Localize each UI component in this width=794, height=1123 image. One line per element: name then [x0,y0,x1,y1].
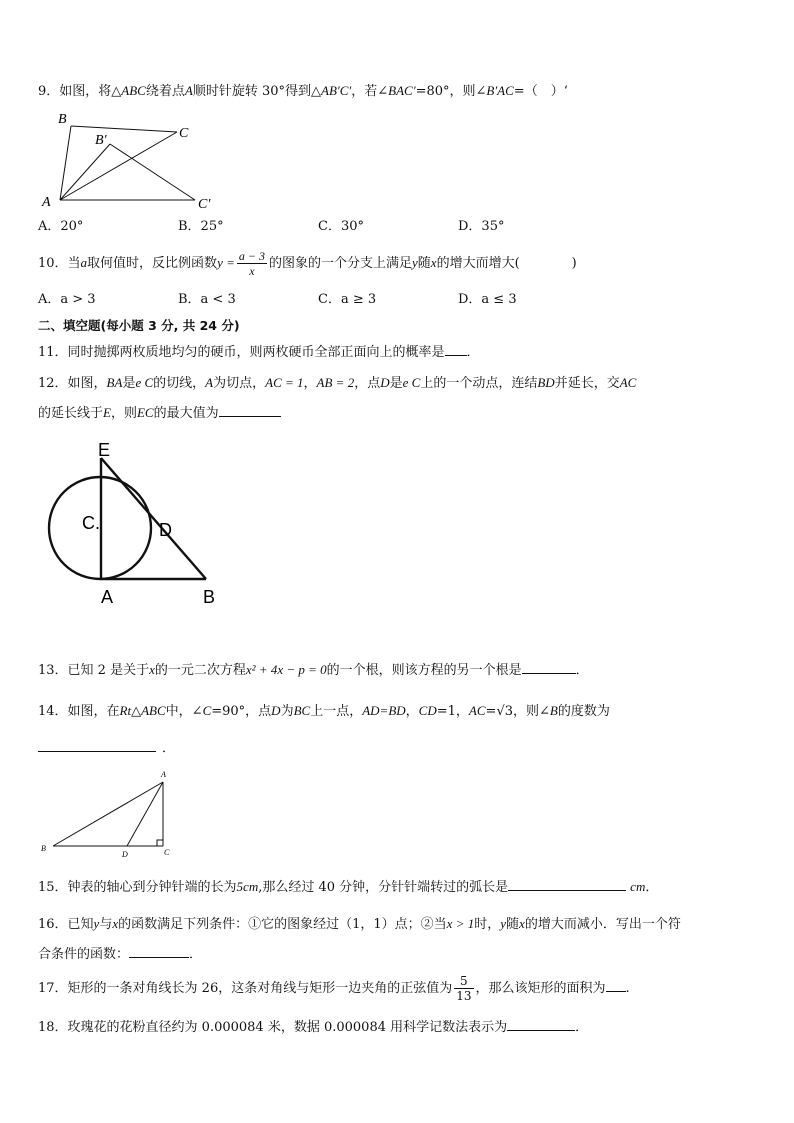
q9-choices [38,218,598,236]
q15-stem: 15．钟表的轴心到分钟针端的长为5cm,那么经过 40 分钟，分针针端转过的弧长是 cm． [38,879,659,895]
q16-answer-blank[interactable] [129,945,189,958]
q18-stem: 18．玫瑰花的花粉直径约为 0.000084 米，数据 0.000084 用科学记数法表示为 ． [38,1020,589,1035]
q13-stem: 13．已知 2 是关于x的一元二次方程x² + 4x − p = 0的一个根，则该方程的另一个根是 ． [38,662,589,678]
q9-choice-a: A．20° [38,219,84,234]
q15-answer-blank[interactable] [508,878,626,891]
q12-label-C: C. [82,513,100,533]
q9-choice-b: B．25° [178,219,224,234]
q14-seg-DA [127,782,163,846]
q10-choices [38,291,598,309]
q12-figure [40,436,240,610]
q12-seg-EB [101,458,206,579]
q14-seg-BA [53,782,163,846]
q10-choice-b: B．a < 3 [178,292,236,307]
q9-label-Cp: C′ [198,197,211,212]
q10-choice-c: C．a ≥ 3 [318,292,377,307]
q12-label-B: B [203,587,216,607]
q9-seg-BC [71,126,177,132]
q10-fraction: $\frac{a - 3}{x}$ [238,249,265,278]
q9-stem: 9．如图，将△ABC绕着点A顺时针旋转 30°得到△AB′C′，若∠BAC′=80°，则∠B′AC=（ ）‘ [38,83,568,99]
q12-label-E: E [98,440,111,460]
q9-label-B: B [58,112,67,127]
q14-answer-blank[interactable] [38,739,156,752]
q12-stem-line1: 12．如图，BA是e C的切线，A为切点，AC = 1，AB = 2，点D是e C上的一个动点，连结BD并延长，交AC [38,375,637,391]
q14-label-C: C [164,848,170,857]
q14-right-angle-mark [157,840,163,846]
q14-answer-line: ． [38,739,175,758]
q13-answer-blank[interactable] [522,661,576,674]
q16-stem-line1: 16．已知y与x的函数满足下列条件：①它的图象经过（1，1）点；②当x > 1时，y随x的增大而减小．写出一个符 [38,916,681,932]
q12-label-D: D [159,520,172,540]
q12-stem-line2: 的延长线于E，则EC的最大值为 [38,404,281,423]
q9-seg-BpCp [110,144,195,200]
q10-stem: 10．当a取何值时，反比例函数y = $\frac{a - 3}{x}$ 的图象的一个分支上满足y随x的增大而增大( ) [38,249,577,278]
q17-answer-blank[interactable] [606,979,626,992]
section-fill-in-title: 二、填空题(每小题 3 分, 共 24 分) [38,318,240,333]
q9-choice-c: C．30° [318,219,364,234]
q12-label-A: A [101,587,114,607]
q18-answer-blank[interactable] [507,1018,575,1031]
q14-label-D: D [122,850,128,859]
q17-fraction: $\frac{5}{13}$ [456,974,472,1003]
q12-answer-blank[interactable] [219,404,281,417]
q11-answer-blank[interactable] [445,343,467,356]
q9-figure [40,108,230,212]
q14-label-B: B [41,844,46,853]
q9-choice-d: D．35° [458,219,505,234]
q10-choice-d: D．a ≤ 3 [458,292,517,307]
q9-seg-AC [60,132,177,200]
q17-stem: 17．矩形的一条对角线长为 26，这条对角线与矩形一边夹角的正弦值为 $\frac{5}{13}$ ，那么该矩形的面积为 . [38,974,630,1003]
q9-label-C: C [179,126,189,141]
q9-label-A: A [42,195,51,210]
q10-choice-a: A．a > 3 [38,292,96,307]
q14-figure [38,766,178,860]
q14-stem: 14．如图，在Rt△ABC中，∠C=90°，点D为BC上一点，AD=BD，CD=1，AC=√3，则∠B的度数为 [38,703,610,719]
q16-stem-line2: 合条件的函数： ． [38,947,203,962]
q11-stem: 11．同时抛掷两枚质地均匀的硬币，则两枚硬币全部正面向上的概率是 ． [38,345,480,360]
q9-label-Bp: B′ [95,133,107,148]
q14-label-A: A [161,770,166,779]
